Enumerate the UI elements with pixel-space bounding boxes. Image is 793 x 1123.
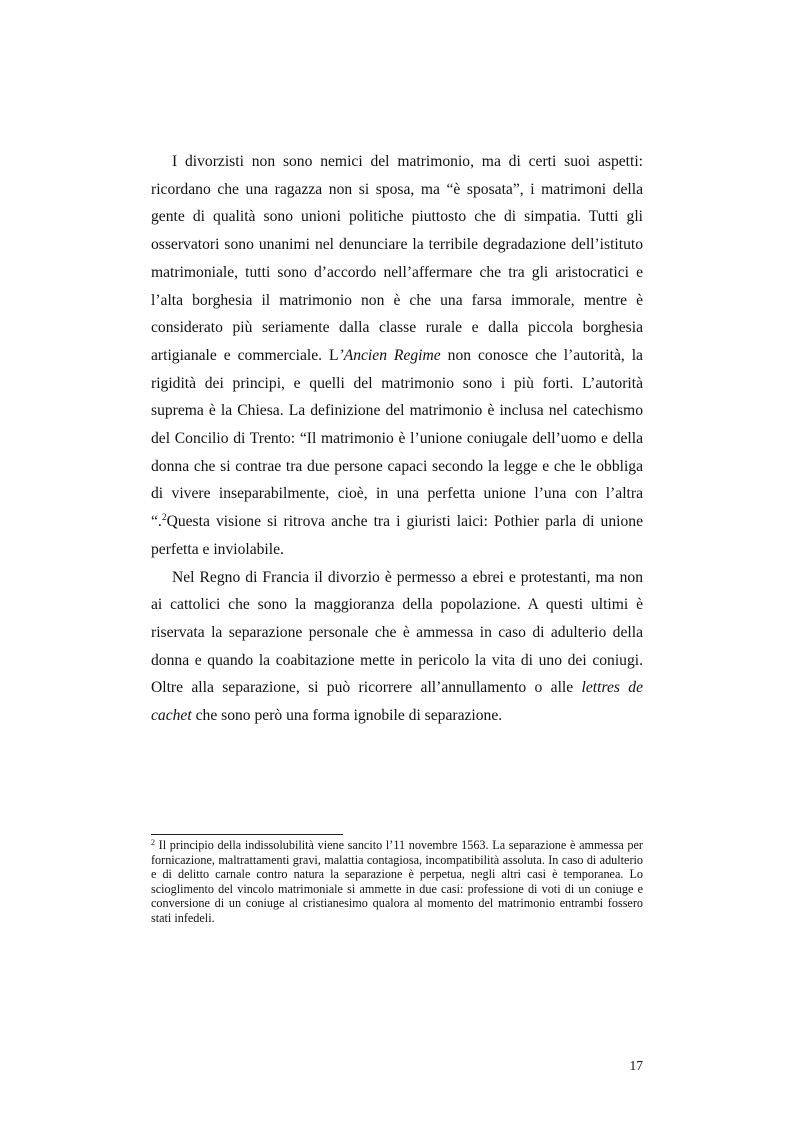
body-text [151,148,643,730]
paragraph-1-text: I divorzisti non sono nemici del matrimonio, ma di certi suoi aspetti: ricordano che una ragazza non si sposa, ma “è sposata”, i matrimoni della gente di qualità sono unioni politiche piuttosto che di simpatia. Tutti gli osservatori sono unanimi nel denunciare la terribile degradazione dell’istituto matrimoniale, tutti sono d’accordo nell’affermare che tra gli aristocratici e l’alta borghesia il matrimonio non è che una farsa immorale, mentre è considerato più seriamente dalla classe rurale e dalla piccola borghesia artigianale e commerciale. L [151,153,643,364]
paragraph-2-text: Nel Regno di Francia il divorzio è permesso a ebrei e protestanti, ma non ai cattolici che sono la maggioranza della popolazione. A questi ultimi è riservata la separazione personale che è ammessa in caso di adulterio della donna e quando la coabitazione mette in pericolo la vita di uno dei coniugi. Oltre alla separazione, si può ricorrere all’annullamento o alle [151,568,643,697]
page-number: 17 [629,1058,643,1073]
paragraph-1 [151,148,643,564]
italic-term-lettres-de-cachet: lettres de cachet [151,679,643,725]
footnote-divider [151,834,343,835]
footnote-marker: 2 [151,838,155,847]
footnote-reference[interactable]: 2 [161,513,167,524]
footnote [151,838,643,925]
footnote-text: Il principio della indissolubilità viene sancito l’11 novembre 1563. La separazione è ammessa per fornicazione, maltrattamenti gravi, malattia contagiosa, incompatibilità assoluta. In caso di adulterio e di delitto carnale contro natura la separazione è perpetua, negli altri casi è temporanea. Lo scioglimento del vincolo matrimoniale si ammette in due casi: professione di voti di un coniuge e conversione di un coniuge al cristianesimo qualora al momento del matrimonio entrambi fossero stati infedeli. [151,838,643,925]
italic-term-ancien-regime: ’Ancien Regime [338,346,441,364]
paragraph-1-text-continued: non conosce che l’autorità, la rigidità dei principi, e quelli del matrimonio sono i più forti. L’autorità suprema è la Chiesa. La definizione del matrimonio è inclusa nel catechismo del Concilio di Trento: “Il matrimonio è l’unione coniugale dell’uomo e della donna che si contrae tra due persone capaci secondo la legge e che le obbliga di vivere inseparabilmente, cioè, in una perfetta unione l’una con l’altra “. [151,346,643,531]
paragraph-2-text-end: che sono però una forma ignobile di separazione. [191,707,503,725]
paragraph-2 [151,564,643,730]
paragraph-1-text-end: Questa visione si ritrova anche tra i giuristi laici: Pothier parla di unione perfetta e inviolabile. [151,513,643,558]
